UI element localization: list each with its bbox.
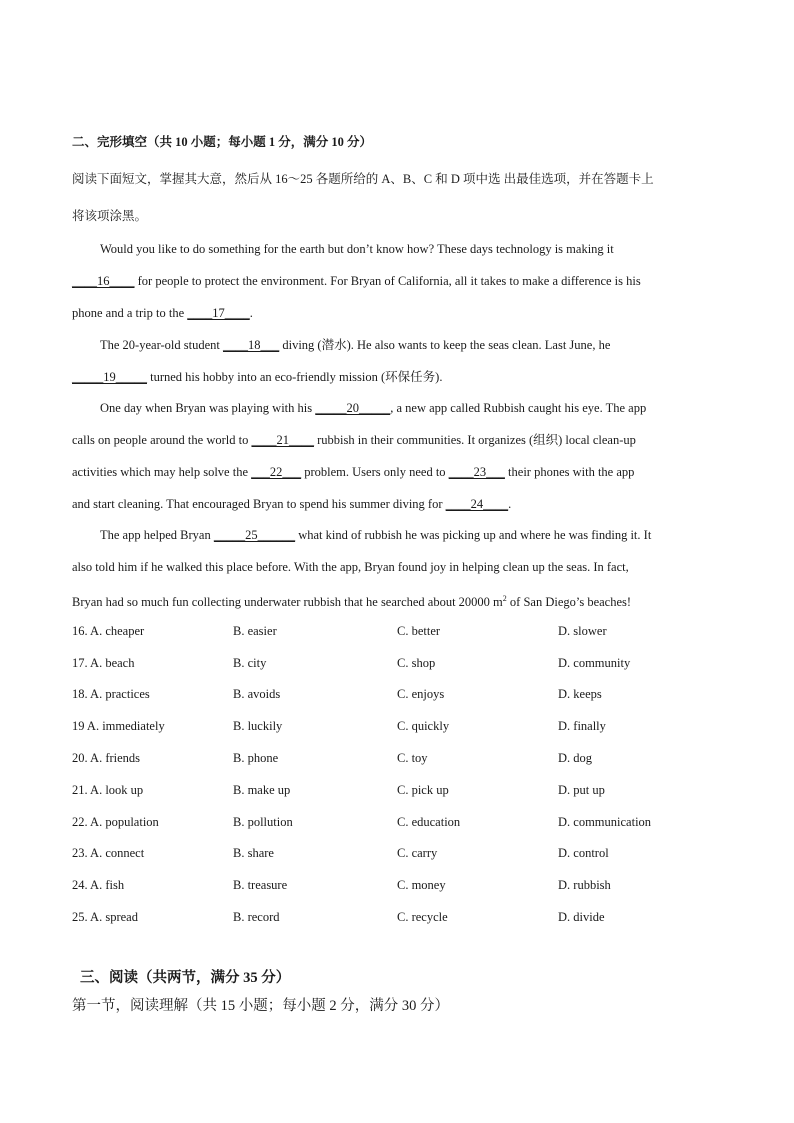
option-a[interactable]: 23. A. connect [72,846,145,860]
blank-18[interactable]: ____18___ [222,338,280,352]
option-b[interactable]: B. avoids [233,687,281,701]
blank-24[interactable]: ____24____ [445,497,509,511]
passage-p3-line-1 [100,400,646,416]
blank-20[interactable]: _____20_____ [315,401,391,415]
passage-p2-line-1 [100,337,610,353]
passage-p3-line-3 [72,464,634,480]
option-d[interactable]: D. community [558,656,631,670]
text-segment: for people to protect the environment. For Bryan of California, all it takes to make a difference is his [134,274,641,288]
superscript: 2 [502,594,507,603]
text-segment: , a new app called Rubbish caught his eye. The app [390,401,647,415]
blank-19[interactable]: _____19_____ [72,370,147,384]
option-c[interactable]: C. quickly [397,719,450,733]
option-d[interactable]: D. keeps [558,687,602,701]
text-segment: problem. Users only need to [301,465,449,479]
option-row-25 [72,909,752,925]
text-segment: calls on people around the world to [72,433,252,447]
option-a[interactable]: 22. A. population [72,815,159,829]
blank-23[interactable]: ____23___ [448,465,505,479]
option-d[interactable]: D. dog [558,751,593,765]
passage-p1-line-2 [72,273,641,289]
option-a[interactable]: 19 A. immediately [72,719,165,733]
option-b[interactable]: B. city [233,656,267,670]
option-a[interactable]: 24. A. fish [72,878,125,892]
option-row-16 [72,623,752,639]
option-c[interactable]: C. recycle [397,910,448,924]
text-segment: . [508,497,512,511]
option-d[interactable]: D. finally [558,719,606,733]
text-segment: diving (潜水). He also wants to keep the seas clean. Last June, he [279,338,611,352]
passage-p4-line-3 [72,591,631,610]
option-d[interactable]: D. put up [558,783,605,797]
blank-25[interactable]: _____25______ [213,528,296,542]
option-row-21 [72,782,752,798]
text-segment: One day when Bryan was playing with his [100,401,316,415]
passage-p4-line-1 [100,527,651,543]
text-segment: phone and a trip to the [72,306,188,320]
option-row-22 [72,814,752,830]
option-a[interactable]: 25. A. spread [72,910,138,924]
section-3-subheading: 第一节，阅读理解（共 15 小题；每小题 2 分，满分 30 分） [72,998,449,1014]
text-segment: their phones with the app [504,465,635,479]
text-segment: and start cleaning. That encouraged Bryan to spend his summer diving for [72,497,446,511]
option-b[interactable]: B. treasure [233,878,288,892]
option-c[interactable]: C. money [397,878,446,892]
text-segment: rubbish in their communities. It organizes (组织) local clean-up [313,433,636,447]
option-c[interactable]: C. enjoys [397,687,445,701]
passage-p2-line-2 [72,369,442,385]
text-segment: of San Diego’s beaches! [506,595,632,610]
option-a[interactable]: 16. A. cheaper [72,624,145,638]
option-a[interactable]: 17. A. beach [72,656,135,670]
option-c[interactable]: C. toy [397,751,428,765]
blank-21[interactable]: ____21____ [251,433,314,447]
option-row-17 [72,655,752,671]
option-c[interactable]: C. education [397,815,461,829]
passage-p1-line-1: Would you like to do something for the earth but don’t know how? These days technology is making it [100,242,614,256]
option-b[interactable]: B. share [233,846,274,860]
option-c[interactable]: C. shop [397,656,436,670]
passage-p3-line-2 [72,432,636,448]
text-segment: . [249,306,253,320]
option-row-19 [72,718,752,734]
section-2-heading: 二、完形填空（共 10 小题；每小题 1 分，满分 10 分） [72,135,373,149]
option-a[interactable]: 21. A. look up [72,783,144,797]
option-row-23 [72,845,752,861]
option-a[interactable]: 18. A. practices [72,687,150,701]
option-b[interactable]: B. easier [233,624,277,638]
option-c[interactable]: C. carry [397,846,438,860]
passage-p3-line-4 [72,496,511,512]
text-segment: The 20-year-old student [100,338,223,352]
section-3-heading: 三、阅读（共两节，满分 35 分） [80,970,291,986]
passage-p4-line-2: also told him if he walked this place before. With the app, Bryan found joy in helping clean up the seas. In fact, [72,560,629,574]
option-b[interactable]: B. pollution [233,815,293,829]
option-b[interactable]: B. make up [233,783,291,797]
passage-p1-line-3 [72,305,253,321]
text-segment: turned his hobby into an eco-friendly mission (环保任务). [147,370,443,384]
option-d[interactable]: D. control [558,846,609,860]
option-b[interactable]: B. record [233,910,280,924]
option-b[interactable]: B. phone [233,751,279,765]
text-segment: activities which may help solve the [72,465,252,479]
option-row-20 [72,750,752,766]
option-c[interactable]: C. better [397,624,441,638]
option-d[interactable]: D. divide [558,910,605,924]
option-c[interactable]: C. pick up [397,783,449,797]
blank-22[interactable]: ___22___ [251,465,302,479]
option-d[interactable]: D. rubbish [558,878,611,892]
instruction-line-1: 阅读下面短文，掌握其大意，然后从 16～25 各题所给的 A、B、C 和 D 项中选 出最佳选项，并在答题卡上 [72,172,654,186]
text-segment: The app helped Bryan [100,528,214,542]
option-d[interactable]: D. communication [558,815,652,829]
option-d[interactable]: D. slower [558,624,607,638]
blank-17[interactable]: ____17____ [187,306,250,320]
option-row-24 [72,877,752,893]
text-segment: what kind of rubbish he was picking up and where he was finding it. It [295,528,652,542]
instruction-line-2: 将该项涂黑。 [72,209,148,223]
option-b[interactable]: B. luckily [233,719,283,733]
blank-16[interactable]: ____16____ [72,274,135,288]
option-a[interactable]: 20. A. friends [72,751,141,765]
text-segment: Bryan had so much fun collecting underwater rubbish that he searched about 20000 m [72,595,503,610]
option-row-18 [72,686,752,702]
